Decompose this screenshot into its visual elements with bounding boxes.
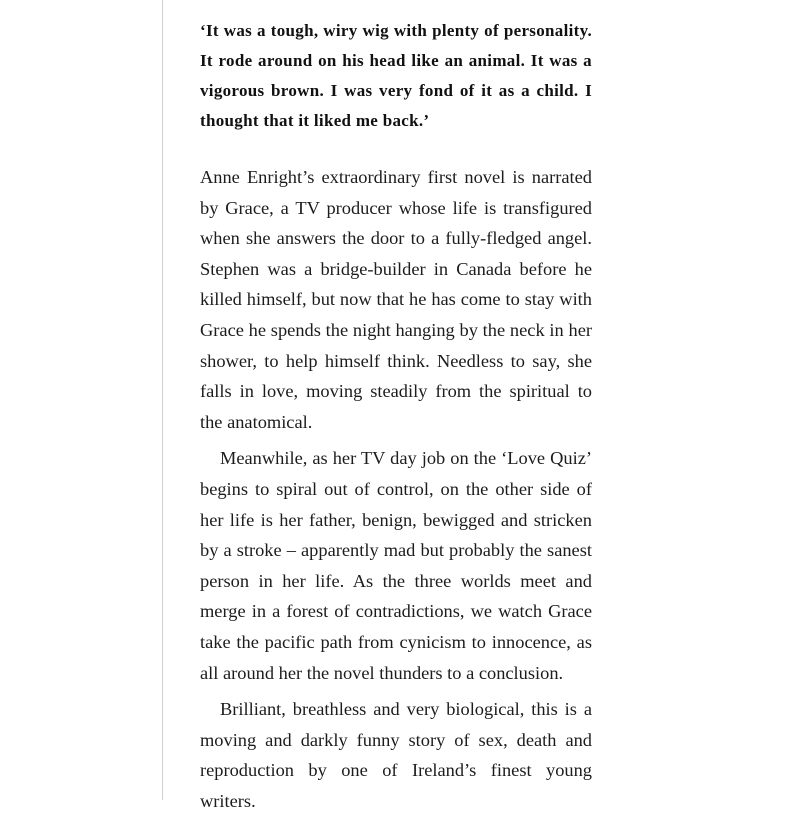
blurb [200, 162, 592, 816]
blurb-paragraph: Brilliant, breathless and very biological, this is a moving and darkly funny story of sex, death and reproduction by one of Ireland’s finest young writers. [200, 699, 592, 811]
pull-quote: ‘It was a tough, wiry wig with plenty of personality. It rode around on his head like an animal. It was a vigorous brown. I was very fond of it as a child. I thought that it liked me back.’ [200, 21, 592, 130]
cover-text [200, 16, 592, 822]
page-fold-line [162, 0, 163, 800]
blurb-paragraph: Meanwhile, as her TV day job on the ‘Love Quiz’ begins to spiral out of control, on the other side of her life is her father, benign, bewigged and stricken by a stroke – apparently mad but probably the sanest person in her life. As the three worlds meet and merge in a forest of contradictions, we watch Grace take the pacific path from cynicism to innocence, as all around her the novel thunders to a conclusion. [200, 448, 592, 683]
blurb-paragraph: Anne Enright’s extraordinary first novel is narrated by Grace, a TV producer whose life is transfigured when she answers the door to a fully-fledged angel. Stephen was a bridge-builder in Canada before he killed himself, but now that he has come to stay with Grace he spends the night hanging by the neck in her shower, to help himself think. Needless to say, she falls in love, moving steadily from the spiritual to the anatomical. [200, 167, 592, 432]
